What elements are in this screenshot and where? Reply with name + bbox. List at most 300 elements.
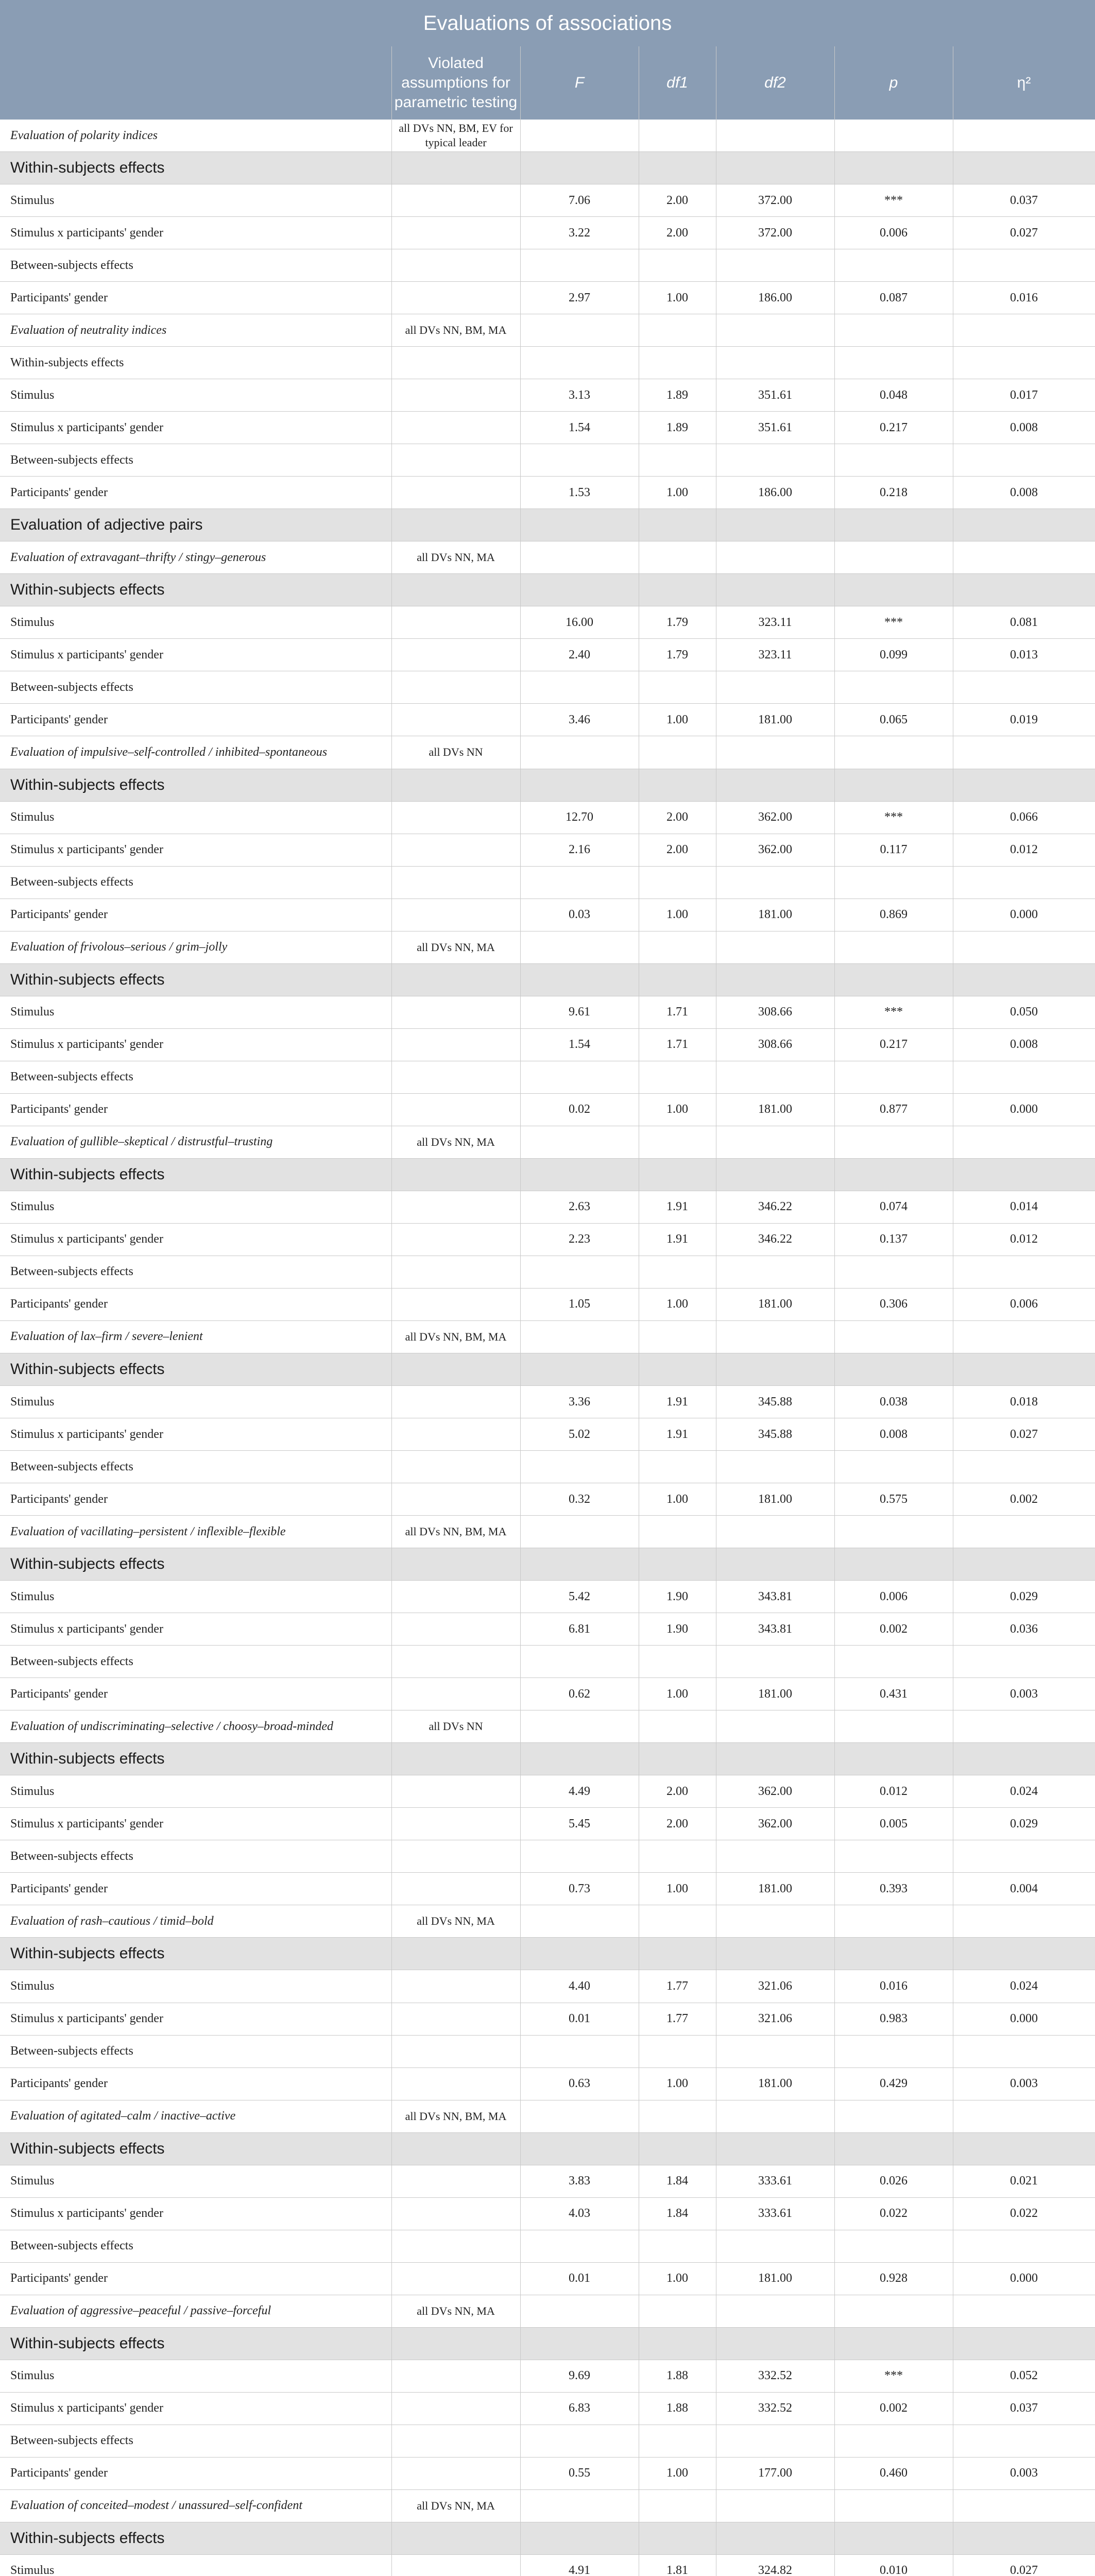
section-header-row bbox=[0, 1353, 1095, 1386]
df2-value bbox=[716, 964, 834, 996]
df1-value bbox=[639, 769, 716, 801]
table-row bbox=[0, 1646, 1095, 1678]
eta-squared-value bbox=[953, 1840, 1095, 1872]
row-label: Stimulus bbox=[10, 388, 55, 402]
df2-value bbox=[716, 2295, 834, 2327]
eta-squared-value: 0.037 bbox=[1010, 2401, 1038, 2415]
df2-value bbox=[716, 1451, 834, 1483]
df1-value bbox=[639, 1905, 716, 1937]
row-label: Participants' gender bbox=[10, 1882, 108, 1895]
df1-value bbox=[639, 1743, 716, 1775]
p-value bbox=[834, 574, 953, 606]
f-value bbox=[520, 2230, 639, 2262]
p-value bbox=[834, 2230, 953, 2262]
df2-value: 181.00 bbox=[758, 1492, 792, 1506]
df2-value: 308.66 bbox=[758, 1005, 792, 1019]
row-label: Stimulus x participants' gender bbox=[10, 843, 163, 857]
violated-assumptions-cell bbox=[391, 606, 520, 638]
row-label: Stimulus x participants' gender bbox=[10, 420, 163, 434]
df1-value: 1.79 bbox=[666, 615, 688, 629]
table-row bbox=[0, 412, 1095, 444]
p-value: 0.002 bbox=[880, 2401, 908, 2415]
df2-value: 181.00 bbox=[758, 1297, 792, 1311]
table-row bbox=[0, 2003, 1095, 2036]
p-value bbox=[834, 1321, 953, 1353]
df2-value: 343.81 bbox=[758, 1622, 792, 1636]
f-value bbox=[520, 2133, 639, 2165]
violated-assumptions-cell: all DVs NN, BM, MA bbox=[405, 324, 507, 337]
df1-value bbox=[639, 152, 716, 184]
p-value bbox=[834, 314, 953, 346]
row-label: Stimulus x participants' gender bbox=[10, 1817, 163, 1831]
row-label: Stimulus bbox=[10, 615, 55, 629]
table-row bbox=[0, 899, 1095, 931]
eta-squared-value bbox=[953, 931, 1095, 963]
p-value: 0.218 bbox=[880, 485, 908, 499]
violated-assumptions-cell bbox=[391, 769, 520, 801]
df1-value: 1.00 bbox=[666, 2466, 688, 2480]
eta-squared-value bbox=[953, 347, 1095, 379]
df2-value bbox=[716, 1321, 834, 1353]
row-label: Stimulus bbox=[10, 1589, 55, 1603]
violated-assumptions-cell: all DVs NN, MA bbox=[417, 2304, 495, 2317]
df2-value bbox=[716, 1743, 834, 1775]
row-label: Between-subjects effects bbox=[10, 1265, 133, 1279]
row-label: Within-subjects effects bbox=[10, 1165, 165, 1183]
f-value: 0.73 bbox=[569, 1882, 590, 1895]
violated-assumptions-cell: all DVs NN, BM, MA bbox=[405, 1330, 507, 1343]
df1-value: 1.89 bbox=[666, 420, 688, 434]
section-header-row bbox=[0, 1548, 1095, 1581]
p-value bbox=[834, 2100, 953, 2132]
df2-value: 321.06 bbox=[758, 2012, 792, 2025]
df1-value: 1.88 bbox=[666, 2401, 688, 2415]
df2-value bbox=[716, 2522, 834, 2554]
table-title: Evaluations of associations bbox=[0, 0, 1095, 46]
f-value: 2.23 bbox=[569, 1232, 590, 1246]
evaluation-row bbox=[0, 120, 1095, 152]
table-row bbox=[0, 834, 1095, 867]
f-value: 5.42 bbox=[569, 1589, 590, 1603]
table-row bbox=[0, 1483, 1095, 1516]
eta-squared-value bbox=[953, 1451, 1095, 1483]
eta-squared-value bbox=[953, 2522, 1095, 2554]
evaluation-row bbox=[0, 931, 1095, 964]
df2-value: 177.00 bbox=[758, 2466, 792, 2480]
eta-squared-value bbox=[953, 509, 1095, 541]
violated-assumptions-cell bbox=[391, 249, 520, 281]
f-value bbox=[520, 1061, 639, 1093]
p-value bbox=[834, 1353, 953, 1385]
f-value bbox=[520, 314, 639, 346]
eta-squared-value bbox=[953, 1938, 1095, 1970]
df2-value: 346.22 bbox=[758, 1200, 792, 1214]
df2-value bbox=[716, 120, 834, 151]
df2-value bbox=[716, 1353, 834, 1385]
df1-value bbox=[639, 964, 716, 996]
row-label: Participants' gender bbox=[10, 1297, 108, 1311]
df1-value: 2.00 bbox=[666, 1817, 688, 1831]
f-value: 1.05 bbox=[569, 1297, 590, 1311]
table-row bbox=[0, 1418, 1095, 1451]
f-value: 3.46 bbox=[569, 713, 590, 726]
f-value: 7.06 bbox=[569, 193, 590, 207]
p-value bbox=[834, 1743, 953, 1775]
f-value: 9.69 bbox=[569, 2369, 590, 2383]
violated-assumptions-cell: all DVs NN, BM, MA bbox=[405, 2109, 507, 2123]
eta-squared-value: 0.002 bbox=[1010, 1492, 1038, 1506]
evaluation-row bbox=[0, 1126, 1095, 1159]
df1-value bbox=[639, 1516, 716, 1548]
eta-squared-value bbox=[953, 314, 1095, 346]
df2-value bbox=[716, 574, 834, 606]
p-value: 0.983 bbox=[880, 2012, 908, 2025]
df1-value: 1.00 bbox=[666, 2272, 688, 2285]
violated-assumptions-cell bbox=[391, 1775, 520, 1807]
df1-value: 1.71 bbox=[666, 1038, 688, 1052]
row-label: Evaluation of impulsive–self-controlled / inhibited–spontaneous bbox=[10, 745, 328, 759]
df2-value: 362.00 bbox=[758, 843, 792, 857]
p-value bbox=[834, 2490, 953, 2522]
eta-squared-value: 0.027 bbox=[1010, 2564, 1038, 2576]
table-row bbox=[0, 671, 1095, 704]
f-value: 3.83 bbox=[569, 2174, 590, 2188]
p-value bbox=[834, 736, 953, 768]
df2-value bbox=[716, 249, 834, 281]
df1-value: 1.81 bbox=[666, 2564, 688, 2576]
eta-squared-value bbox=[953, 1353, 1095, 1385]
violated-assumptions-cell bbox=[391, 2068, 520, 2100]
violated-assumptions-cell: all DVs NN, BM, MA bbox=[405, 1525, 507, 1538]
df1-value: 1.71 bbox=[666, 1005, 688, 1019]
violated-assumptions-cell bbox=[391, 2263, 520, 2295]
violated-assumptions-cell bbox=[391, 2198, 520, 2230]
df2-value bbox=[716, 1159, 834, 1191]
df2-value bbox=[716, 2425, 834, 2457]
table-row bbox=[0, 1061, 1095, 1094]
eta-squared-value: 0.012 bbox=[1010, 843, 1038, 857]
df2-value bbox=[716, 152, 834, 184]
df1-value: 1.00 bbox=[666, 1687, 688, 1701]
violated-assumptions-cell bbox=[391, 2328, 520, 2360]
p-value bbox=[834, 1548, 953, 1580]
table-row bbox=[0, 867, 1095, 899]
df1-value bbox=[639, 541, 716, 573]
p-value: 0.117 bbox=[880, 843, 908, 857]
table-row bbox=[0, 282, 1095, 314]
violated-assumptions-cell bbox=[391, 1873, 520, 1905]
violated-assumptions-cell bbox=[391, 1646, 520, 1677]
eta-squared-value bbox=[953, 2328, 1095, 2360]
df1-value: 1.90 bbox=[666, 1622, 688, 1636]
df2-value: 181.00 bbox=[758, 1687, 792, 1701]
row-label: Evaluation of undiscriminating–selective / choosy–broad-minded bbox=[10, 1719, 333, 1733]
violated-assumptions-cell bbox=[391, 1029, 520, 1061]
eta-squared-value: 0.013 bbox=[1010, 648, 1038, 662]
df1-value bbox=[639, 2522, 716, 2554]
violated-assumptions-cell: all DVs NN bbox=[429, 745, 483, 759]
eta-squared-value: 0.052 bbox=[1010, 2369, 1038, 2383]
section-header-row bbox=[0, 1938, 1095, 1970]
df1-value: 2.00 bbox=[666, 226, 688, 240]
p-value bbox=[834, 2036, 953, 2067]
df1-value: 1.00 bbox=[666, 908, 688, 922]
violated-assumptions-cell bbox=[391, 574, 520, 606]
eta-squared-value bbox=[953, 736, 1095, 768]
table-row bbox=[0, 1451, 1095, 1483]
p-value bbox=[834, 2328, 953, 2360]
table-row bbox=[0, 1808, 1095, 1840]
f-value: 9.61 bbox=[569, 1005, 590, 1019]
df2-value bbox=[716, 347, 834, 379]
violated-assumptions-cell bbox=[391, 2522, 520, 2554]
df2-value bbox=[716, 736, 834, 768]
table-row bbox=[0, 2036, 1095, 2068]
f-value bbox=[520, 1710, 639, 1742]
row-label: Stimulus bbox=[10, 1200, 55, 1214]
f-value: 4.91 bbox=[569, 2564, 590, 2576]
f-value: 0.55 bbox=[569, 2466, 590, 2480]
violated-assumptions-cell bbox=[391, 444, 520, 476]
df1-value bbox=[639, 314, 716, 346]
eta-squared-value bbox=[953, 541, 1095, 573]
row-label: Stimulus x participants' gender bbox=[10, 226, 163, 240]
eta-squared-value bbox=[953, 2133, 1095, 2165]
f-value: 1.54 bbox=[569, 1038, 590, 1052]
f-value: 3.13 bbox=[569, 388, 590, 402]
row-label: Stimulus bbox=[10, 2174, 55, 2188]
f-value bbox=[520, 2522, 639, 2554]
section-header-row bbox=[0, 1159, 1095, 1191]
eta-squared-value: 0.014 bbox=[1010, 1200, 1038, 1214]
row-label: Evaluation of polarity indices bbox=[10, 128, 158, 142]
p-value: 0.217 bbox=[880, 1038, 908, 1052]
p-value bbox=[834, 867, 953, 899]
row-label: Stimulus x participants' gender bbox=[10, 1427, 163, 1441]
violated-assumptions-cell: all DVs NN, MA bbox=[417, 940, 495, 954]
df1-value bbox=[639, 1451, 716, 1483]
row-label: Between-subjects effects bbox=[10, 258, 133, 272]
table-row bbox=[0, 2068, 1095, 2100]
table-header-row bbox=[0, 46, 1095, 120]
df2-value bbox=[716, 1548, 834, 1580]
f-value bbox=[520, 1256, 639, 1288]
row-label: Stimulus bbox=[10, 193, 55, 207]
row-label: Between-subjects effects bbox=[10, 680, 133, 694]
df2-value bbox=[716, 2100, 834, 2132]
df1-value bbox=[639, 931, 716, 963]
violated-assumptions-cell bbox=[391, 2425, 520, 2457]
df1-value: 1.00 bbox=[666, 485, 688, 499]
column-divider bbox=[520, 46, 521, 2576]
eta-squared-value bbox=[953, 1646, 1095, 1677]
row-label: Between-subjects effects bbox=[10, 1460, 133, 1473]
df2-value bbox=[716, 2230, 834, 2262]
p-value bbox=[834, 2133, 953, 2165]
eta-squared-value bbox=[953, 120, 1095, 151]
f-value: 6.83 bbox=[569, 2401, 590, 2415]
row-label: Evaluation of adjective pairs bbox=[10, 516, 203, 534]
df2-value: 181.00 bbox=[758, 1103, 792, 1116]
section-header-row bbox=[0, 964, 1095, 996]
violated-assumptions-cell: all DVs NN bbox=[429, 1720, 483, 1733]
table-row bbox=[0, 1613, 1095, 1646]
table-row bbox=[0, 1256, 1095, 1289]
violated-assumptions-cell: all DVs NN, MA bbox=[417, 1135, 495, 1148]
df1-value bbox=[639, 1321, 716, 1353]
evaluation-row bbox=[0, 2490, 1095, 2522]
violated-assumptions-cell bbox=[391, 184, 520, 216]
eta-squared-value bbox=[953, 444, 1095, 476]
table-row bbox=[0, 2360, 1095, 2393]
df1-value bbox=[639, 2295, 716, 2327]
table-row bbox=[0, 444, 1095, 477]
df2-value bbox=[716, 509, 834, 541]
df2-value: 186.00 bbox=[758, 485, 792, 499]
p-value bbox=[834, 1061, 953, 1093]
eta-squared-value: 0.050 bbox=[1010, 1005, 1038, 1019]
df1-value bbox=[639, 2490, 716, 2522]
f-value: 2.63 bbox=[569, 1200, 590, 1214]
eta-squared-value bbox=[953, 2490, 1095, 2522]
p-value: 0.002 bbox=[880, 1622, 908, 1636]
row-label: Between-subjects effects bbox=[10, 2434, 133, 2448]
row-label: Participants' gender bbox=[10, 485, 108, 499]
table-row bbox=[0, 1029, 1095, 1061]
violated-assumptions-cell bbox=[391, 704, 520, 736]
row-label: Stimulus bbox=[10, 2564, 55, 2576]
p-value bbox=[834, 1905, 953, 1937]
violated-assumptions-cell bbox=[391, 379, 520, 411]
row-label: Evaluation of rash–cautious / timid–bold bbox=[10, 1914, 214, 1928]
df1-value: 1.91 bbox=[666, 1200, 688, 1214]
row-label: Stimulus bbox=[10, 1979, 55, 1993]
header-cell-label bbox=[0, 46, 391, 120]
eta-squared-value bbox=[953, 1126, 1095, 1158]
row-label: Between-subjects effects bbox=[10, 875, 133, 889]
df1-value: 2.00 bbox=[666, 843, 688, 857]
row-label: Evaluation of agitated–calm / inactive–active bbox=[10, 2109, 236, 2123]
row-label: Stimulus x participants' gender bbox=[10, 1622, 163, 1636]
table-row bbox=[0, 217, 1095, 249]
eta-squared-value: 0.000 bbox=[1010, 2272, 1038, 2285]
row-label: Between-subjects effects bbox=[10, 1070, 133, 1084]
df1-value bbox=[639, 2230, 716, 2262]
row-label: Within-subjects effects bbox=[10, 355, 124, 369]
table-row bbox=[0, 1678, 1095, 1710]
p-value bbox=[834, 671, 953, 703]
f-value bbox=[520, 2490, 639, 2522]
table-row bbox=[0, 2263, 1095, 2295]
df1-value bbox=[639, 120, 716, 151]
violated-assumptions-cell bbox=[391, 1451, 520, 1483]
df1-value bbox=[639, 574, 716, 606]
df2-value: 362.00 bbox=[758, 810, 792, 824]
violated-assumptions-cell bbox=[391, 1840, 520, 1872]
df1-value: 1.91 bbox=[666, 1427, 688, 1441]
eta-squared-value: 0.017 bbox=[1010, 388, 1038, 402]
violated-assumptions-cell bbox=[391, 1159, 520, 1191]
eta-squared-value: 0.024 bbox=[1010, 1979, 1038, 1993]
df2-value: 333.61 bbox=[758, 2174, 792, 2188]
violated-assumptions-cell bbox=[391, 834, 520, 866]
violated-assumptions-cell bbox=[391, 1256, 520, 1288]
p-value bbox=[834, 2522, 953, 2554]
eta-squared-value: 0.021 bbox=[1010, 2174, 1038, 2188]
df2-value: 321.06 bbox=[758, 1979, 792, 1993]
row-label: Between-subjects effects bbox=[10, 2044, 133, 2058]
violated-assumptions-cell bbox=[391, 1808, 520, 1840]
eta-squared-value bbox=[953, 249, 1095, 281]
f-value bbox=[520, 2425, 639, 2457]
df2-value: 332.52 bbox=[758, 2401, 792, 2415]
violated-assumptions-cell bbox=[391, 347, 520, 379]
p-value bbox=[834, 1451, 953, 1483]
row-label: Within-subjects effects bbox=[10, 581, 165, 599]
df1-value: 1.00 bbox=[666, 1882, 688, 1895]
p-value: 0.137 bbox=[880, 1232, 908, 1246]
table-row bbox=[0, 379, 1095, 412]
df2-value: 332.52 bbox=[758, 2369, 792, 2383]
df1-value bbox=[639, 1159, 716, 1191]
df1-value: 1.79 bbox=[666, 648, 688, 662]
eta-squared-value bbox=[953, 574, 1095, 606]
p-value bbox=[834, 2295, 953, 2327]
row-label: Stimulus bbox=[10, 2369, 55, 2383]
df2-value: 351.61 bbox=[758, 420, 792, 434]
row-label: Stimulus x participants' gender bbox=[10, 2207, 163, 2221]
f-value bbox=[520, 1646, 639, 1677]
violated-assumptions-cell bbox=[391, 1938, 520, 1970]
df2-value bbox=[716, 1256, 834, 1288]
violated-assumptions-cell bbox=[391, 1353, 520, 1385]
df2-value bbox=[716, 1126, 834, 1158]
f-value bbox=[520, 671, 639, 703]
f-value: 0.62 bbox=[569, 1687, 590, 1701]
df1-value: 1.00 bbox=[666, 1492, 688, 1506]
df1-value bbox=[639, 347, 716, 379]
df1-value bbox=[639, 867, 716, 899]
p-value: 0.087 bbox=[880, 291, 908, 304]
violated-assumptions-cell bbox=[391, 1418, 520, 1450]
df2-value bbox=[716, 2133, 834, 2165]
eta-squared-value: 0.027 bbox=[1010, 226, 1038, 240]
f-value bbox=[520, 1548, 639, 1580]
f-value bbox=[520, 1321, 639, 1353]
eta-squared-value: 0.006 bbox=[1010, 1297, 1038, 1311]
p-value: 0.022 bbox=[880, 2207, 908, 2221]
row-label: Participants' gender bbox=[10, 908, 108, 922]
df1-value: 1.88 bbox=[666, 2369, 688, 2383]
df1-value bbox=[639, 2133, 716, 2165]
table-row bbox=[0, 347, 1095, 379]
f-value bbox=[520, 2328, 639, 2360]
eta-squared-value: 0.029 bbox=[1010, 1817, 1038, 1831]
eta-squared-value: 0.012 bbox=[1010, 1232, 1038, 1246]
df2-value: 181.00 bbox=[758, 713, 792, 726]
p-value bbox=[834, 769, 953, 801]
df2-value bbox=[716, 2036, 834, 2067]
eta-squared-value: 0.016 bbox=[1010, 291, 1038, 304]
f-value bbox=[520, 541, 639, 573]
table-row bbox=[0, 2165, 1095, 2198]
df1-value: 1.00 bbox=[666, 713, 688, 726]
p-value: 0.431 bbox=[880, 1687, 908, 1701]
df1-value: 1.91 bbox=[666, 1395, 688, 1409]
eta-squared-value: 0.081 bbox=[1010, 615, 1038, 629]
p-value: 0.012 bbox=[880, 1784, 908, 1798]
f-value: 4.40 bbox=[569, 1979, 590, 1993]
